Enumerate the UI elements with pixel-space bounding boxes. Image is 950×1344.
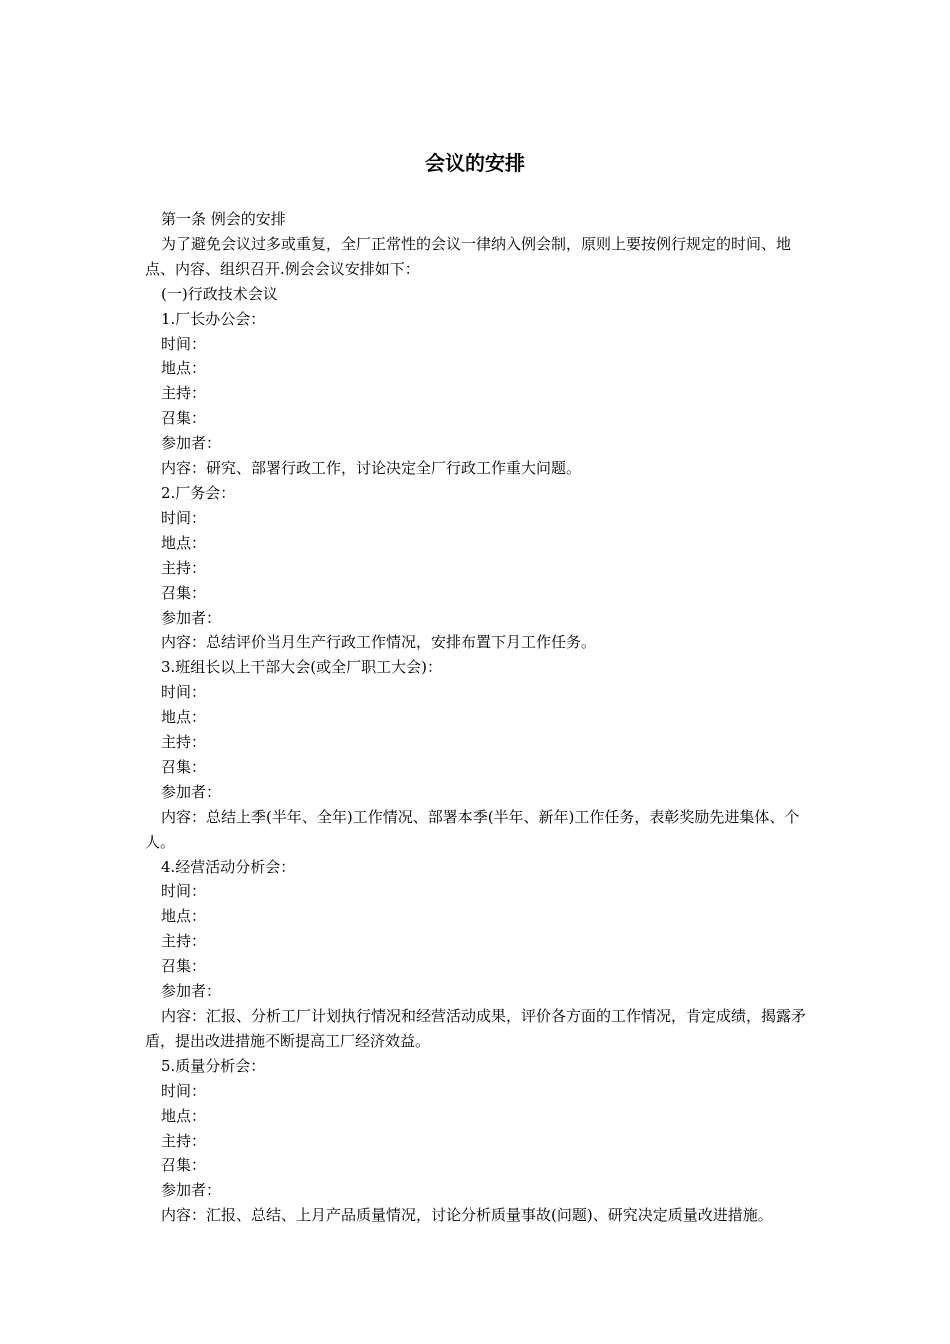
paragraph: 1.厂长办公会： [161,309,266,328]
paragraph: 内容：总结上季(半年、全年)工作情况、部署本季(半年、新年)工作任务，表彰奖励先进集体、个人。 [145,807,800,851]
paragraph: 主持： [161,733,207,752]
paragraph: 主持： [161,558,207,577]
paragraph: 召集： [161,957,207,976]
paragraph: 时间： [161,683,207,702]
paragraph: 召集： [161,409,207,428]
paragraph: 3.班组长以上干部大会(或全厂职工大会)： [161,658,443,677]
paragraph: 2.厂务会： [161,483,236,502]
paragraph: 参加者： [161,982,222,1001]
document-body [145,207,813,1228]
paragraph: 地点： [161,907,207,926]
paragraph: 参加者： [161,434,222,453]
paragraph: 地点： [161,1106,207,1125]
paragraph: 内容：汇报、总结、上月产品质量情况，讨论分析质量事故(问题)、研究决定质量改进措施。 [161,1206,773,1225]
paragraph: 地点： [161,708,207,727]
paragraph: 参加者： [161,608,222,627]
paragraph: 召集： [161,1156,207,1175]
paragraph: 主持： [161,1131,207,1150]
paragraph: 时间： [161,334,207,353]
document-title: 会议的安排 [425,151,525,175]
paragraph: 时间： [161,882,207,901]
paragraph: 4.经营活动分析会： [161,857,296,876]
paragraph: 第一条 例会的安排 [161,210,286,228]
paragraph: 召集： [161,757,207,776]
paragraph: 为了避免会议过多或重复，全厂正常性的会议一律纳入例会制，原则上要按例行规定的时间、地点、内容、组织召开.例会会议安排如下： [145,234,792,278]
paragraph: 时间： [161,1081,207,1100]
paragraph: 参加者： [161,1181,222,1200]
paragraph: 地点： [161,533,207,552]
paragraph: 内容：汇报、分析工厂计划执行情况和经营活动成果，评价各方面的工作情况，肯定成绩，揭露矛盾，提出改进措施不断提高工厂经济效益。 [145,1007,807,1050]
paragraph: 地点： [161,359,207,378]
paragraph: 参加者： [161,782,222,801]
paragraph: 时间： [161,508,207,527]
paragraph: 内容：研究、部署行政工作，讨论决定全厂行政工作重大问题。 [161,459,582,478]
paragraph: (一)行政技术会议 [161,284,278,303]
paragraph: 召集： [161,583,207,602]
paragraph: 5.质量分析会： [161,1056,266,1075]
paragraph: 主持： [161,932,207,951]
paragraph: 主持： [161,384,207,403]
paragraph: 内容：总结评价当月生产行政工作情况，安排布置下月工作任务。 [161,633,597,652]
